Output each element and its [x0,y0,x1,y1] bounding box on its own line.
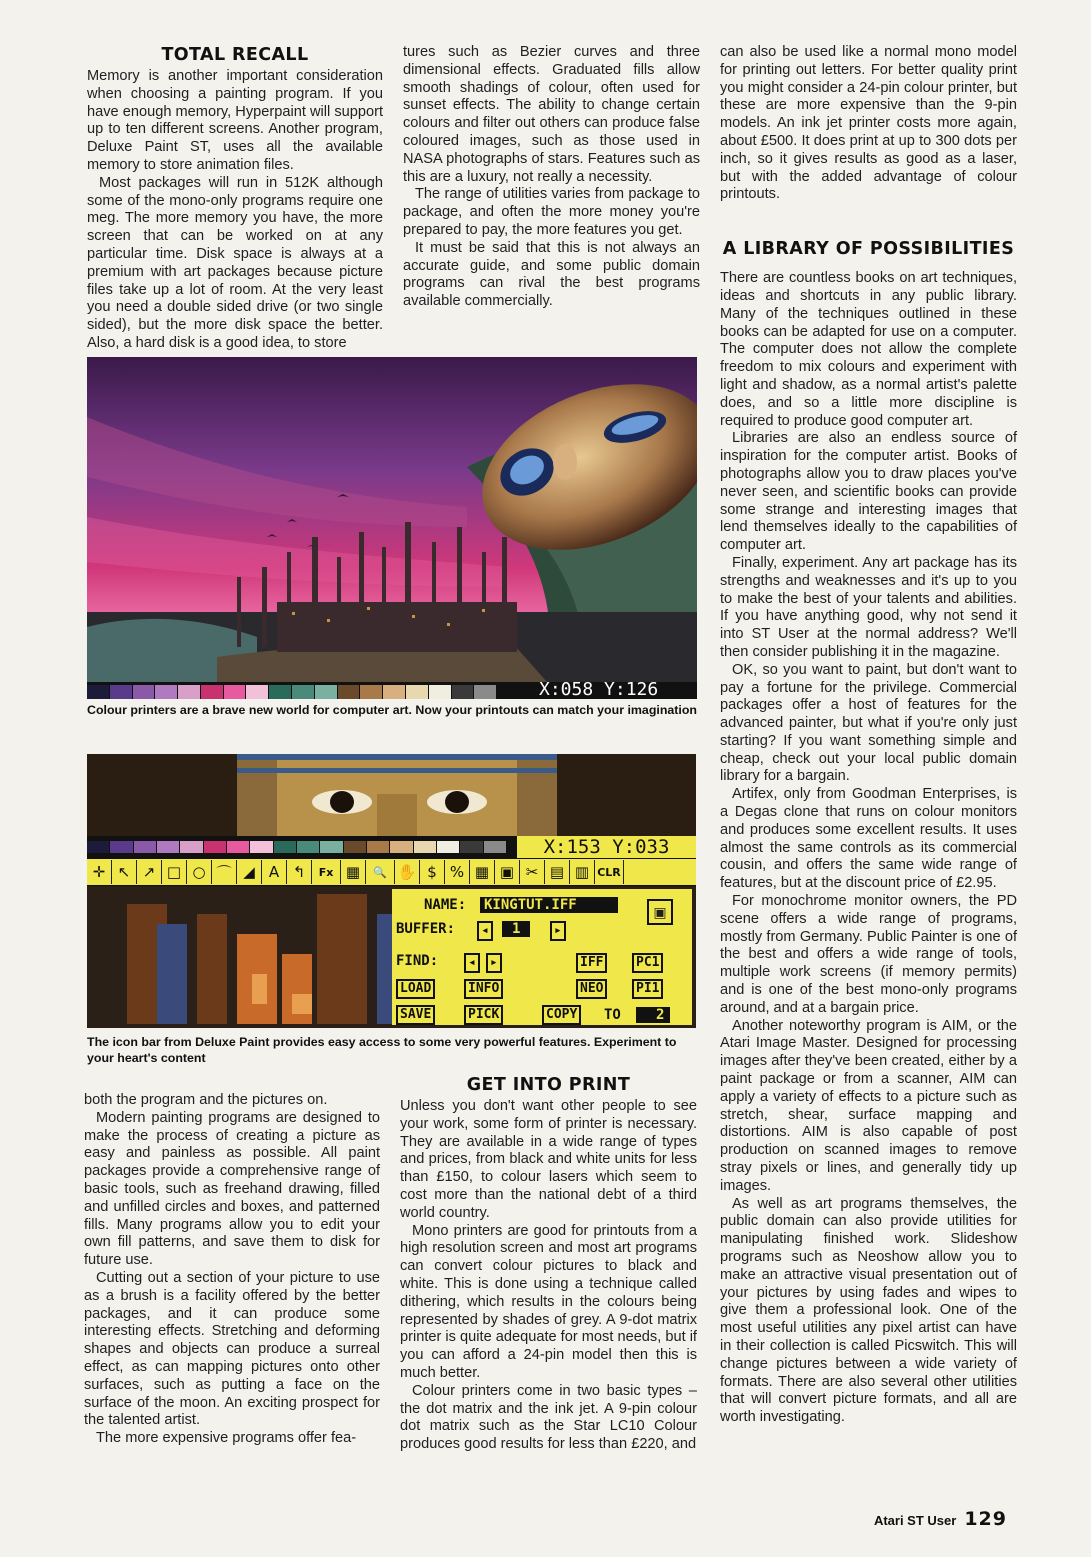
paragraph: Mono printers are good for printouts from a high resolution screen and most art programs can convert colour pictures to black and white. This is done using a technique called dithering, which results in the colours being represented by shades of grey. A 9-dot matrix printer is quite adequate for most needs, but if you can afford a 24-pin model then this is much better. [400,1222,697,1381]
paragraph: Another noteworthy program is AIM, or the Atari Image Master. Designed for processing images after they've been created, either by a paint package or from a scanner, AIM can apply a variety of effects to a picture such as stretch, shear, surface mapping and distortions. AIM is also capable of post production on scanned images to remove stray pixels or lines, and generally tidy up images. [720,1017,1017,1194]
palette-swatch[interactable] [180,841,203,853]
disk-icon[interactable]: ▣ [647,899,673,925]
tool-icon-8[interactable]: ↰ [287,860,312,884]
palette-swatch[interactable] [383,685,406,699]
palette-swatch[interactable] [474,685,497,699]
paragraph: It must be said that this is not always an accurate guide, and some public domain programs can rival the best programs available commercially. [403,239,700,310]
palette-swatch[interactable] [134,841,157,853]
save-button[interactable]: SAVE [396,1005,435,1025]
tool-icon-15[interactable]: ▦ [470,860,495,884]
palette-swatch[interactable] [87,685,110,699]
name-label: NAME: [424,897,467,913]
figure-alien-sunset [87,357,697,699]
tool-icon-6[interactable]: ◢ [237,860,262,884]
paragraph: tures such as Bezier curves and three dimensional effects. Graduated fills allow smooth shadings of colour, often used for sunset effects. The ability to change certain colours and filter out others can produce false coloured images, such as those used in NASA photographs of stars. Features such as this are a luxury, not really a necessity. [403,44,700,185]
load-button[interactable]: LOAD [396,979,435,999]
paragraph: Unless you don't want other people to see your work, some form of printer is necessary. They are available in a wide range of types and prices, from black and white units for less than £150, to colour lasers which seem to cost more than the national debt of a third world country. [400,1098,697,1221]
paragraph: There are countless books on art techniques, ideas and shortcuts in any public library. Many of the techniques outlined in these books can be adapted for use on a computer. The computer does not allow the complete freedom to mix colours and experiment with light and shadow, as a normal artist's palette does, and so a little more discipline is required to produce good computer art. [720,270,1017,429]
paragraph: Colour printers come in two basic types – the dot matrix and the ink jet. A 9-pin colour dot matrix such as the Star LC10 Colour produces good results for less than £220, and [400,1382,697,1453]
tool-icon-3[interactable]: □ [162,860,187,884]
tool-icon-13[interactable]: $ [420,860,445,884]
palette-swatch[interactable] [246,685,269,699]
tool-icon-1[interactable]: ↖ [112,860,137,884]
palette-swatch[interactable] [390,841,413,853]
file-dialog [392,889,692,1025]
palette-swatch[interactable] [204,841,227,853]
paragraph: Memory is another important consideration when choosing a painting program. If you have enough memory, Hyperpaint will support up to ten different screens. Another program, Deluxe Paint ST, uses all the available memory to store animation files. [87,68,383,173]
palette-swatch[interactable] [133,685,156,699]
palette-swatch[interactable] [155,685,178,699]
tool-icon-16[interactable]: ▣ [495,860,520,884]
cursor-coordinates: X:153 Y:033 [517,836,696,858]
copy-button[interactable]: COPY [542,1005,581,1025]
palette-swatch[interactable] [344,841,367,853]
page-number: 129 [964,1508,1007,1530]
buffer-next-button[interactable]: ▸ [550,921,566,941]
tool-icon-0[interactable]: ✛ [87,860,112,884]
paragraph: Modern painting programs are designed to make the process of creating a picture as easy and painless as possible. All paint packages provide a comprehensive range of basic tools, such as freehand drawing, filled and unfilled circles and boxes, and patterned fills. Many programs allow you to edit your own fill patterns, and save them to disk for future use. [84,1109,380,1269]
column-1-top [87,44,383,353]
paragraph: Most packages will run in 512K although some of the mono-only programs require one meg. The more memory you have, the more screen that can be worked on at any particular time. Disk space is always at a premium with art packages because picture files take up a lot of room. At the very least you need a double sided drive (or two single sided), but the more disk space the better. Also, a hard disk is a good idea, to store [87,174,383,351]
paragraph: Cutting out a section of your picture to use as a brush is a facility offered by the better packages, and it can produce some interesting effects. Stretching and deforming shapes and objects can produce a surreal effect, as can mapping pictures onto other surfaces, such as putting a face on the surface of the moon. An exciting prospect for the talented artist. [84,1269,380,1429]
paragraph: As well as art programs themselves, the public domain can also provide utilities for manipulating finished work. Slideshow programs such as Neoshow allow you to make an attractive visual presentation out of your pictures by using fades and wipes to give them a professional look. One of the most useful utilities any pixel artist can have in their collection is called Picswitch. This will change pictures between a wide variety of formats. There are also several other utilities that will convert picture formats, and all are worth investigating. [720,1195,1017,1426]
find-prev-button[interactable]: ◂ [464,953,480,973]
column-1-bottom [84,1092,380,1448]
palette-swatch[interactable] [484,841,507,853]
find-label: FIND: [396,953,439,969]
palette-swatch[interactable] [460,841,483,853]
palette-swatch[interactable] [406,685,429,699]
tool-icon-17[interactable]: ✂ [520,860,545,884]
pi1-button[interactable]: PI1 [632,979,663,999]
palette-swatch[interactable] [110,685,133,699]
palette-swatch[interactable] [292,685,315,699]
paragraph: For monochrome monitor owners, the PD scene offers a wide range of programs, mostly from Germany. Public Painter is one of the best and offers a wide range of tools, multiple work screens (if memory permits) and is one of the best mono-only programs around, and at a bargain price. [720,893,1017,1016]
paragraph: The more expensive programs offer fea- [96,1430,357,1447]
tool-icon-10[interactable]: ▦ [341,860,366,884]
iff-button[interactable]: IFF [576,953,607,973]
tool-icon-12[interactable]: ✋ [395,860,420,884]
palette-swatch[interactable] [269,685,292,699]
buffer-value: 1 [502,921,530,937]
palette-swatch[interactable] [250,841,273,853]
palette-swatch[interactable] [315,685,338,699]
column-3 [720,44,1017,1427]
heading-library: A LIBRARY OF POSSIBILITIES [722,239,1015,260]
heading-total-recall: TOTAL RECALL [161,45,309,65]
column-2-top [403,44,700,311]
magazine-name: Atari ST User [873,1513,957,1528]
palette-swatch[interactable] [178,685,201,699]
palette-swatch[interactable] [227,841,250,853]
paragraph: both the program and the pictures on. [84,1092,328,1108]
pick-button[interactable]: PICK [464,1005,503,1025]
column-2-bottom [400,1074,697,1454]
name-field[interactable]: KINGTUT.IFF [480,897,618,913]
tool-icon-2[interactable]: ↗ [137,860,162,884]
palette-strip [87,841,507,853]
caption-figure-2: The icon bar from Deluxe Paint provides easy access to some very powerful features. Experiment to your heart's content [87,1035,677,1065]
page-footer [874,1508,1007,1530]
paragraph: Libraries are also an endless source of inspiration for the computer artist. Books of photographs allow you to draw places you've never seen, and scientific books can provide some strange and interesting images that lend themselves ideally to the capabilities of computer art. [720,430,1017,554]
palette-swatch[interactable] [87,841,110,853]
palette-swatch[interactable] [320,841,343,853]
to-label: TO [604,1007,621,1023]
find-next-button[interactable]: ▸ [486,953,502,973]
palette-swatch[interactable] [338,685,361,699]
icon-bar [87,858,696,886]
tool-icon-18[interactable]: ▤ [545,860,570,884]
tool-icon-11[interactable]: 🔍 [366,860,395,884]
info-button[interactable]: INFO [464,979,503,999]
paragraph: Finally, experiment. Any art package has its strengths and weaknesses and it's up to you to make the best of your talents and abilities. If you have anything good, why not send it into ST User at the normal address? We'll then consider publishing it in the magazine. [720,554,1017,660]
palette-swatch[interactable] [297,841,320,853]
tool-icon-5[interactable]: ⌒ [212,860,237,884]
palette-swatch[interactable] [414,841,437,853]
palette-swatch[interactable] [110,841,133,853]
tool-icon-9[interactable]: Fx [312,860,341,884]
pc1-button[interactable]: PC1 [632,953,663,973]
figure-deluxe-paint [87,754,696,1028]
palette-swatch[interactable] [274,841,297,853]
buffer-label: BUFFER: [396,921,456,937]
paragraph: The range of utilities varies from package to package, and often the more money you're prepared to pay, the more features you get. [403,186,700,238]
tool-icon-4[interactable]: ○ [187,860,212,884]
palette-swatch[interactable] [224,685,247,699]
tool-icon-20[interactable]: CLR [595,860,624,884]
palette-swatch[interactable] [429,685,452,699]
to-value: 2 [636,1007,670,1023]
neo-button[interactable]: NEO [576,979,607,999]
buffer-prev-button[interactable]: ◂ [477,921,493,941]
tool-icon-14[interactable]: % [445,860,470,884]
sunset-artwork [87,357,697,699]
palette-swatch[interactable] [157,841,180,853]
palette-swatch[interactable] [201,685,224,699]
paragraph: Artifex, only from Goodman Enterprises, is a Degas clone that runs on colour monitors and produces some excellent results. It uses almost the same controls as its commercial cousin, and offers the same wide range of features, but at the discount price of £2.95. [720,786,1017,892]
palette-swatch[interactable] [360,685,383,699]
caption-figure-1: Colour printers are a brave new world for computer art. Now your printouts can match your imagination [87,703,697,717]
palette-swatch[interactable] [452,685,475,699]
palette-swatch[interactable] [367,841,390,853]
cursor-coordinates: X:058 Y:126 [539,679,659,699]
paragraph: can also be used like a normal mono model for printing out letters. For better quality print you might consider a 24-pin colour printer, but these are more expensive than the 9-pin models. An ink jet printer costs more again, about £500. It does print at up to 300 dots per inch, so it gives results as good as a laser, but with the added advantage of colour printouts. [720,44,1017,203]
tool-icon-19[interactable]: ▥ [570,860,595,884]
palette-swatch[interactable] [437,841,460,853]
tool-icon-7[interactable]: A [262,860,287,884]
heading-get-into-print: GET INTO PRINT [466,1075,631,1095]
paragraph: OK, so you want to paint, but don't want to pay a fortune for the privilege. Commercial packages offer a host of features for the advanced painter, but what if you're only just starting? If you want something simple and cheap, check out your local public domain library for a bargain. [720,661,1017,785]
